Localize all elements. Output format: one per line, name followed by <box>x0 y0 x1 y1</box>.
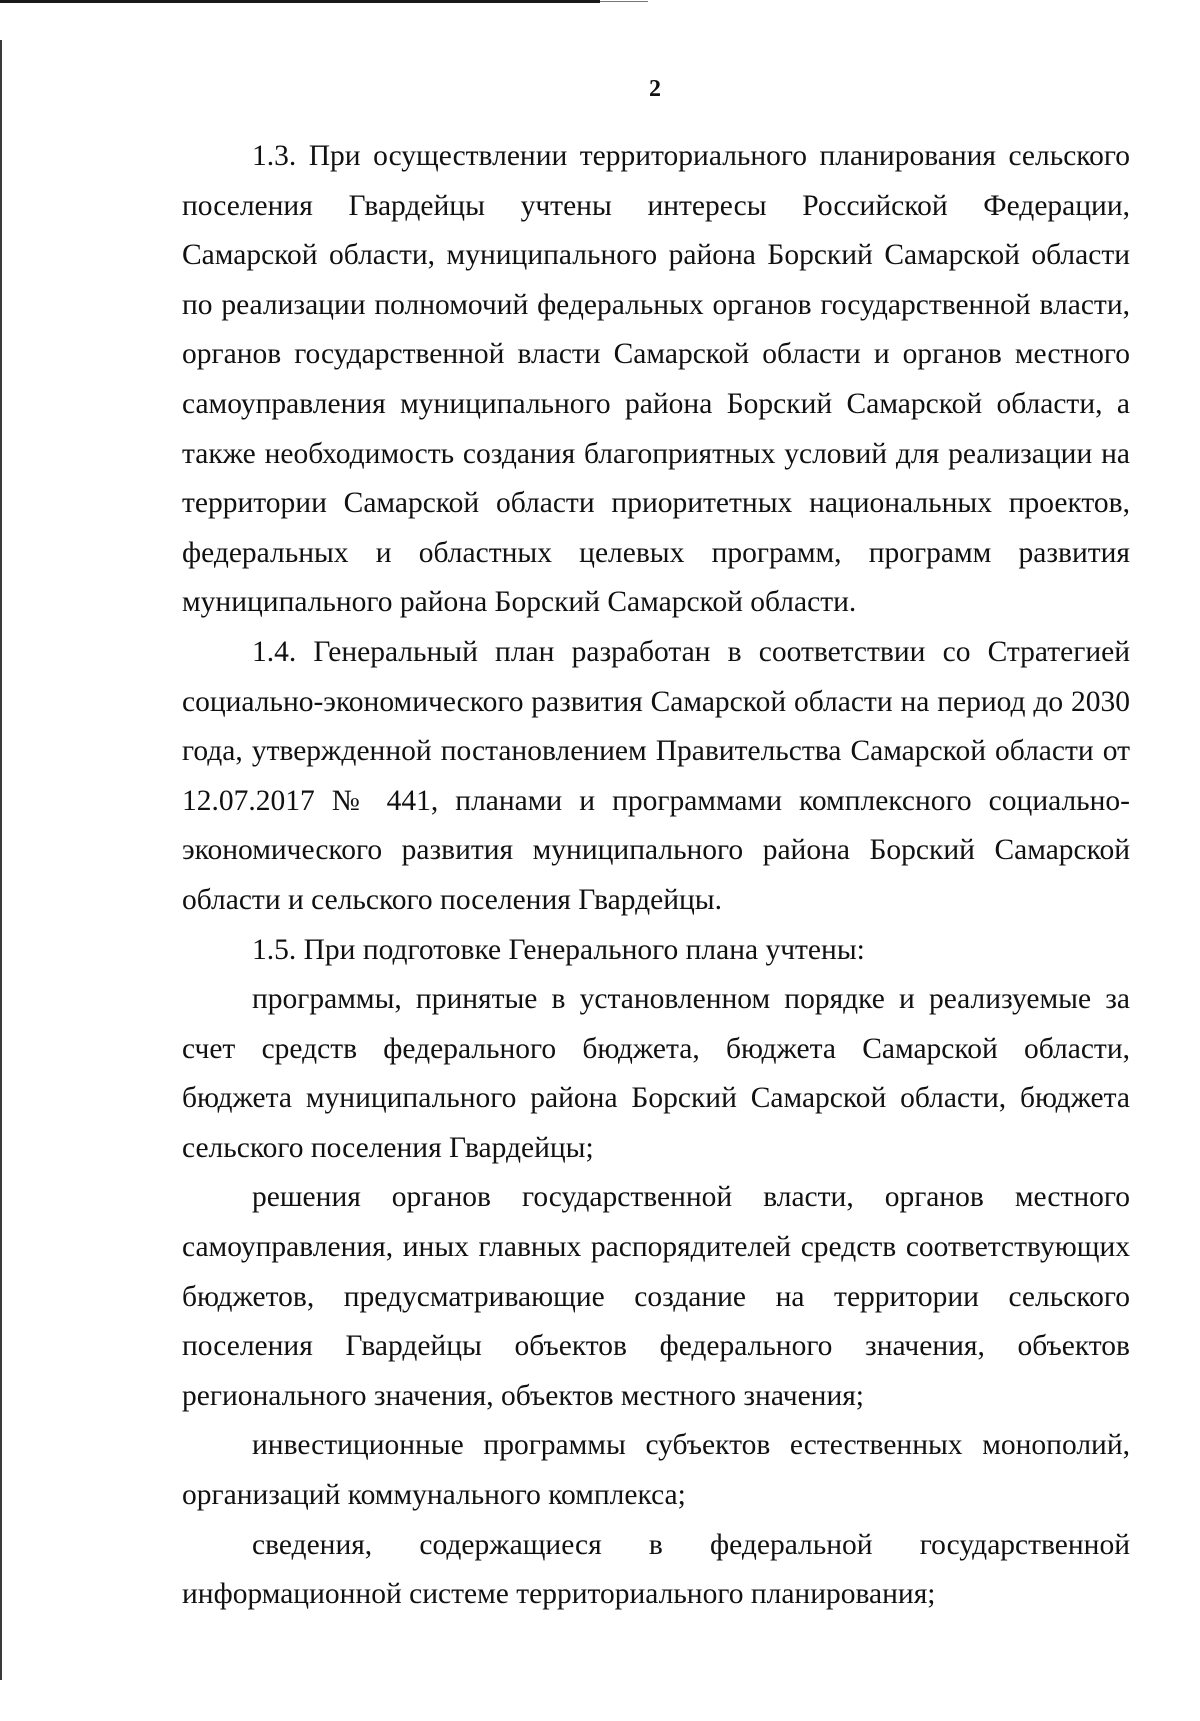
list-item-programs: программы, принятые в установленном порядке и реализуемые за счет средств федерального бюджета, бюджета Самарской области, бюджета муниципального района Борский Самарской области, бюджета сельского поселения Гвардейцы; <box>182 983 1130 1164</box>
scan-border-top <box>0 0 600 3</box>
scan-border-left <box>0 40 2 1680</box>
paragraph-1-5: 1.5. При подготовке Генерального плана учтены: <box>252 933 865 966</box>
paragraph-1-3: 1.3. При осуществлении территориального планирования сельского поселения Гвардейцы учтены интересы Российской Федерации, Самарской области, муниципального района Борский Самарской области по реализации полномочий федеральных органов государственной власти, органов государственной власти Самарской области и органов местного самоуправления муниципального района Борский Самарской области, а также необходимость создания благоприятных условий для реализации на территории Самарской области приоритетных национальных проектов, федеральных и областных целевых программ, программ развития муниципального района Борский Самарской области. <box>182 140 1130 619</box>
list-item-decisions: решения органов государственной власти, органов местного самоуправления, иных главных распорядителей средств соответствующих бюджетов, предусматривающие создание на территории сельского поселения Гвардейцы объектов федерального значения, объектов регионального значения, объектов местного значения; <box>182 1181 1130 1412</box>
list-item-information-system: сведения, содержащиеся в федеральной государственной информационной системе территориального планирования; <box>182 1528 1130 1611</box>
scan-border-top-faint <box>600 1 648 2</box>
document-body <box>182 132 1130 1620</box>
paragraph-1-4: 1.4. Генеральный план разработан в соответствии со Стратегией социально-экономического развития Самарской области на период до 2030 года, утвержденной постановлением Правительства Самарской области от 12.07.2017 № 441, планами и программами комплексного социально-экономического развития муниципального района Борский Самарской области и сельского поселения Гвардейцы. <box>182 635 1130 916</box>
page-number: 2 <box>649 76 661 102</box>
list-item-investment-programs: инвестиционные программы субъектов естественных монополий, организаций коммунального комплекса; <box>182 1429 1130 1512</box>
